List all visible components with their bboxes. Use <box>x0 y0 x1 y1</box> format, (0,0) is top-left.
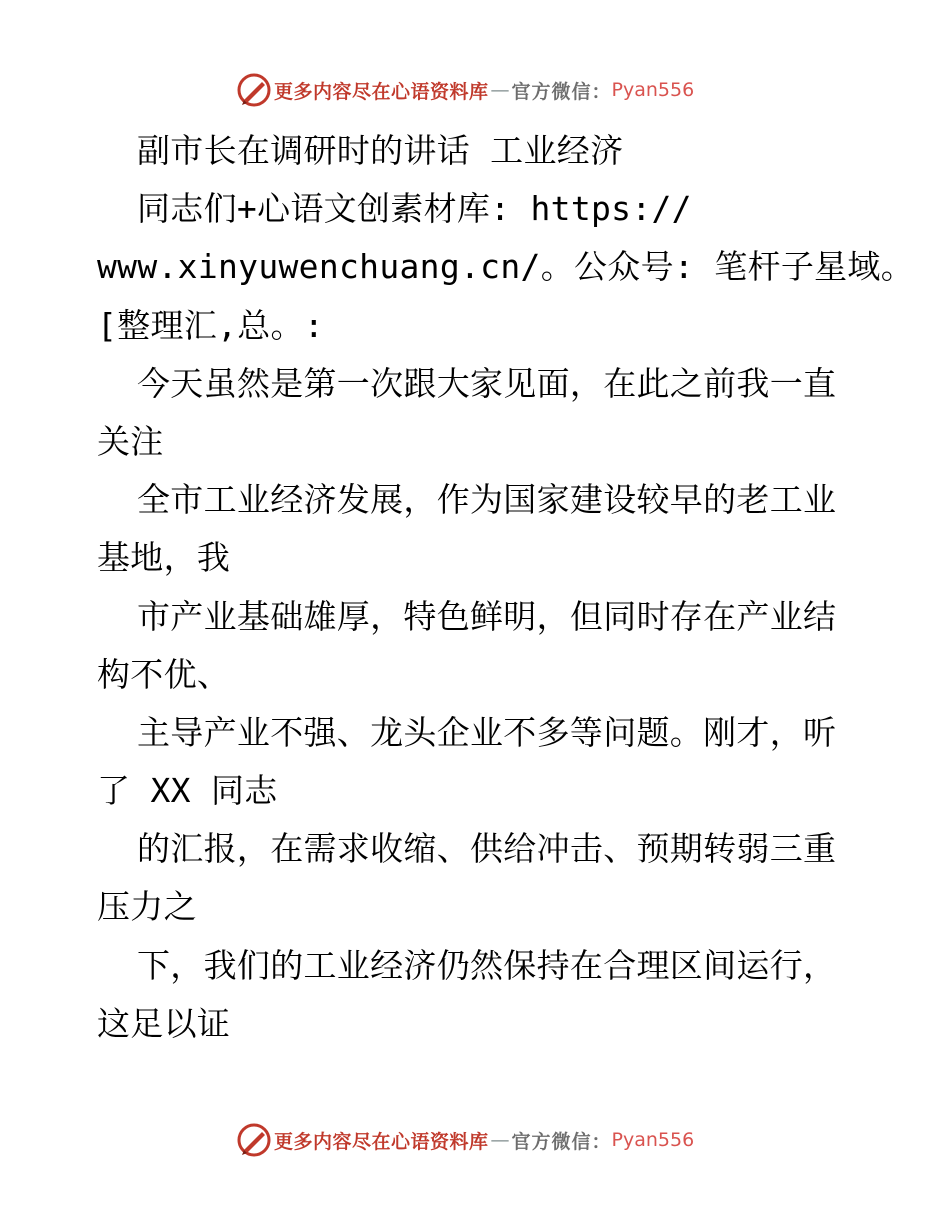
doc-line: 这足以证 <box>97 1003 231 1043</box>
banner-dash: — <box>490 1129 510 1151</box>
doc-line: 市产业基础雄厚，特色鲜明，但同时存在产业结 <box>137 596 837 636</box>
banner-dash: — <box>490 79 510 101</box>
doc-line: 今天虽然是第一次跟大家见面，在此之前我一直 <box>137 363 837 403</box>
footer-banner <box>236 1122 694 1158</box>
document-body <box>97 122 915 1053</box>
doc-line: 下，我们的工业经济仍然保持在合理区间运行， <box>137 945 837 985</box>
doc-line: 关注 <box>97 421 164 461</box>
banner-wechat-label: 官方微信： <box>511 80 612 103</box>
header-banner <box>236 72 694 108</box>
doc-line: 压力之 <box>97 887 197 927</box>
pen-logo-icon <box>236 72 272 108</box>
doc-line: 主导产业不强、龙头企业不多等问题。刚才，听 <box>137 712 837 752</box>
banner-wechat-id: Pyan556 <box>611 79 695 101</box>
doc-line: 全市工业经济发展，作为国家建设较早的老工业 <box>137 480 837 520</box>
doc-line: 基地，我 <box>97 538 231 578</box>
banner-slogan: 更多内容尽在心语资料库 <box>274 80 489 103</box>
banner-wechat-label: 官方微信： <box>511 1130 612 1153</box>
doc-line: 的汇报，在需求收缩、供给冲击、预期转弱三重 <box>137 829 837 869</box>
doc-line: 构不优、 <box>97 654 231 694</box>
doc-line: www.xinyuwenchuang.cn/。公众号: 笔杆子星域。 <box>97 247 915 287</box>
doc-line: 了 XX 同志 <box>97 771 278 811</box>
doc-title: 副市长在调研时的讲话 工业经济 <box>137 131 624 170</box>
banner-wechat-id: Pyan556 <box>611 1129 695 1151</box>
doc-line: 同志们+心语文创素材库: https:// <box>137 189 692 229</box>
doc-line: [整理汇,总。: <box>97 305 325 345</box>
banner-slogan: 更多内容尽在心语资料库 <box>274 1130 489 1153</box>
pen-logo-icon <box>236 1122 272 1158</box>
